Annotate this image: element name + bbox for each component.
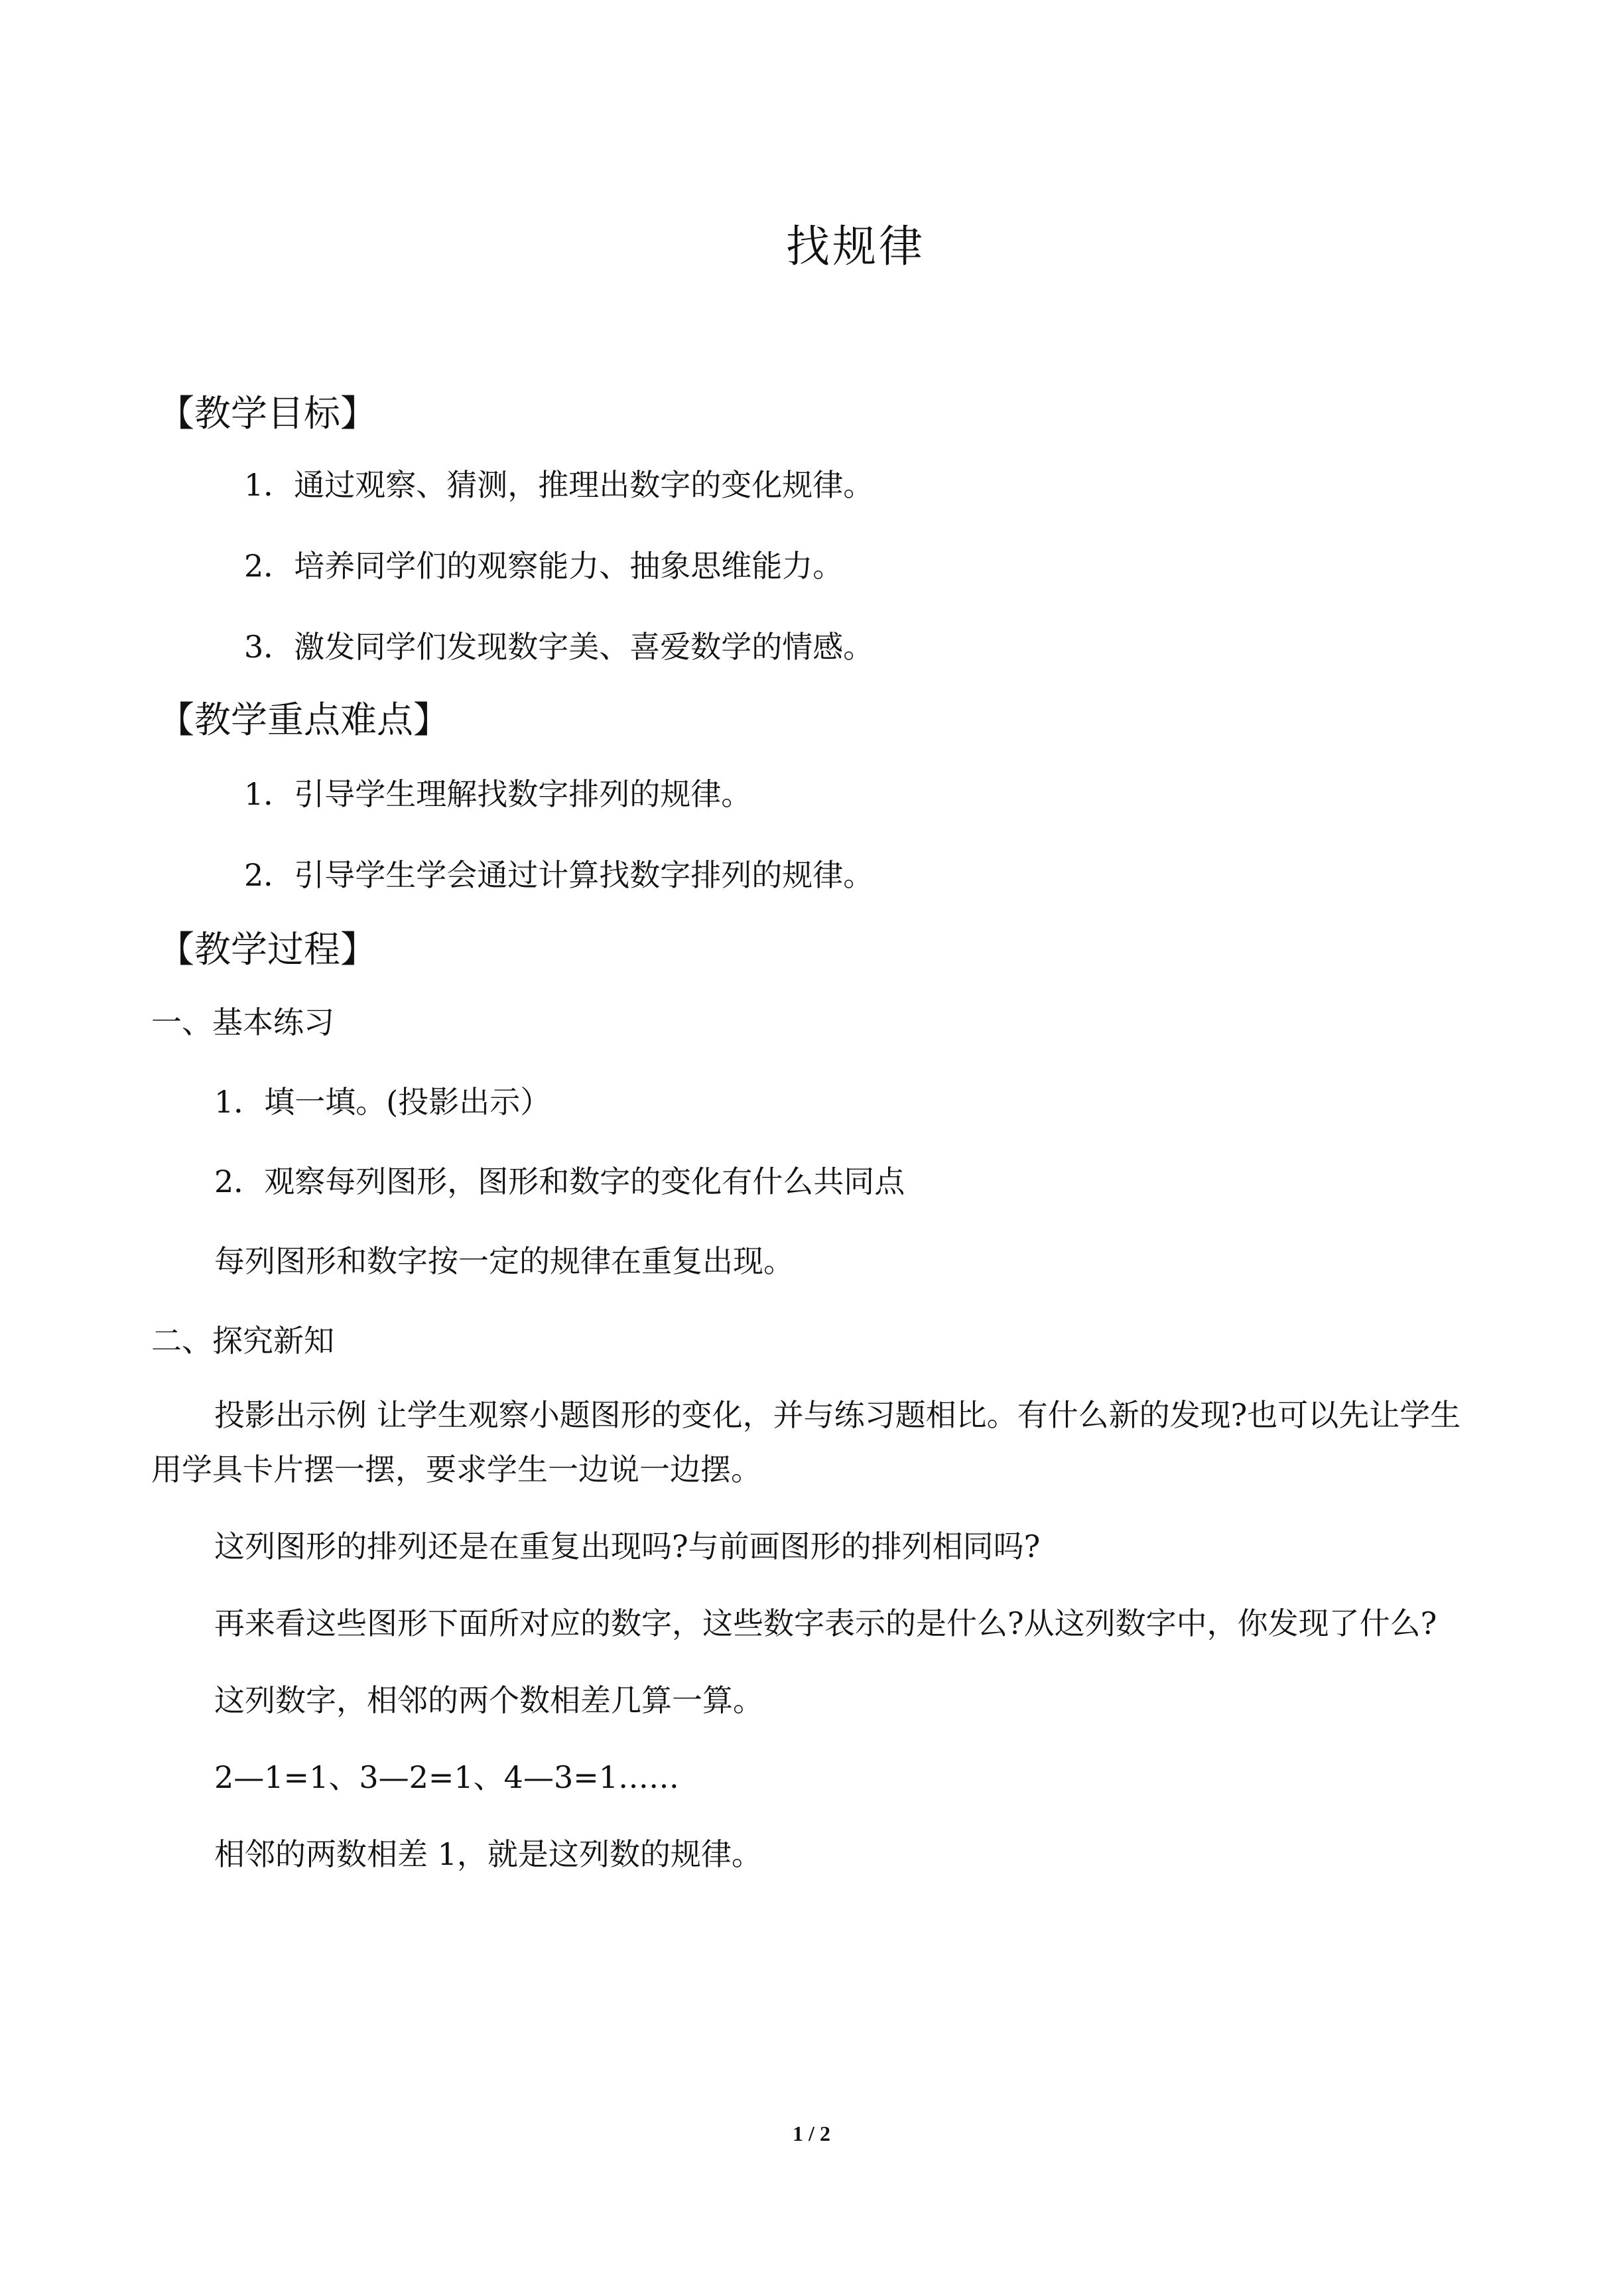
part1-note: 每列图形和数字按一定的规律在重复出现。 bbox=[214, 1243, 794, 1279]
document-body bbox=[151, 390, 1491, 1881]
equation-line: 2—1=1、3—2=1、4—3=1…… bbox=[214, 1759, 680, 1795]
part1-item-2: 2．观察每列图形，图形和数字的变化有什么共同点 bbox=[214, 1164, 905, 1199]
part2-heading: 二、探究新知 bbox=[151, 1323, 334, 1359]
part1-item-1: 1．填一填。(投影出示） bbox=[214, 1084, 551, 1120]
document-title: 找规律 bbox=[786, 221, 925, 272]
part1-heading: 一、基本练习 bbox=[151, 1004, 334, 1040]
paragraph: 这列图形的排列还是在重复出现吗?与前画图形的排列相同吗? bbox=[214, 1528, 1041, 1564]
section-heading-goals: 【教学目标】 bbox=[158, 392, 377, 435]
goal-item-2: 2．培养同学们的观察能力、抽象思维能力。 bbox=[244, 548, 844, 584]
paragraph: 相邻的两数相差 1，就是这列数的规律。 bbox=[214, 1836, 762, 1872]
key-point-item-1: 1．引导学生理解找数字排列的规律。 bbox=[244, 776, 752, 812]
paragraph: 再来看这些图形下面所对应的数字，这些数字表示的是什么?从这列数字中，你发现了什么? bbox=[214, 1605, 1437, 1641]
section-heading-key-points: 【教学重点难点】 bbox=[158, 699, 450, 741]
goal-item-1: 1．通过观察、猜测，推理出数字的变化规律。 bbox=[244, 467, 874, 503]
paragraph: 投影出示例 让学生观察小题图形的变化，并与练习题相比。有什么新的发现?也可以先让学生用学具卡片摆一摆，要求学生一边说一边摆。 bbox=[151, 1397, 1461, 1487]
page-number: 1 / 2 bbox=[793, 2122, 830, 2145]
goal-item-3: 3．激发同学们发现数字美、喜爱数学的情感。 bbox=[244, 629, 874, 665]
paragraph: 这列数字，相邻的两个数相差几算一算。 bbox=[214, 1682, 763, 1718]
section-heading-process: 【教学过程】 bbox=[158, 928, 377, 971]
key-point-item-2: 2．引导学生学会通过计算找数字排列的规律。 bbox=[244, 857, 874, 893]
